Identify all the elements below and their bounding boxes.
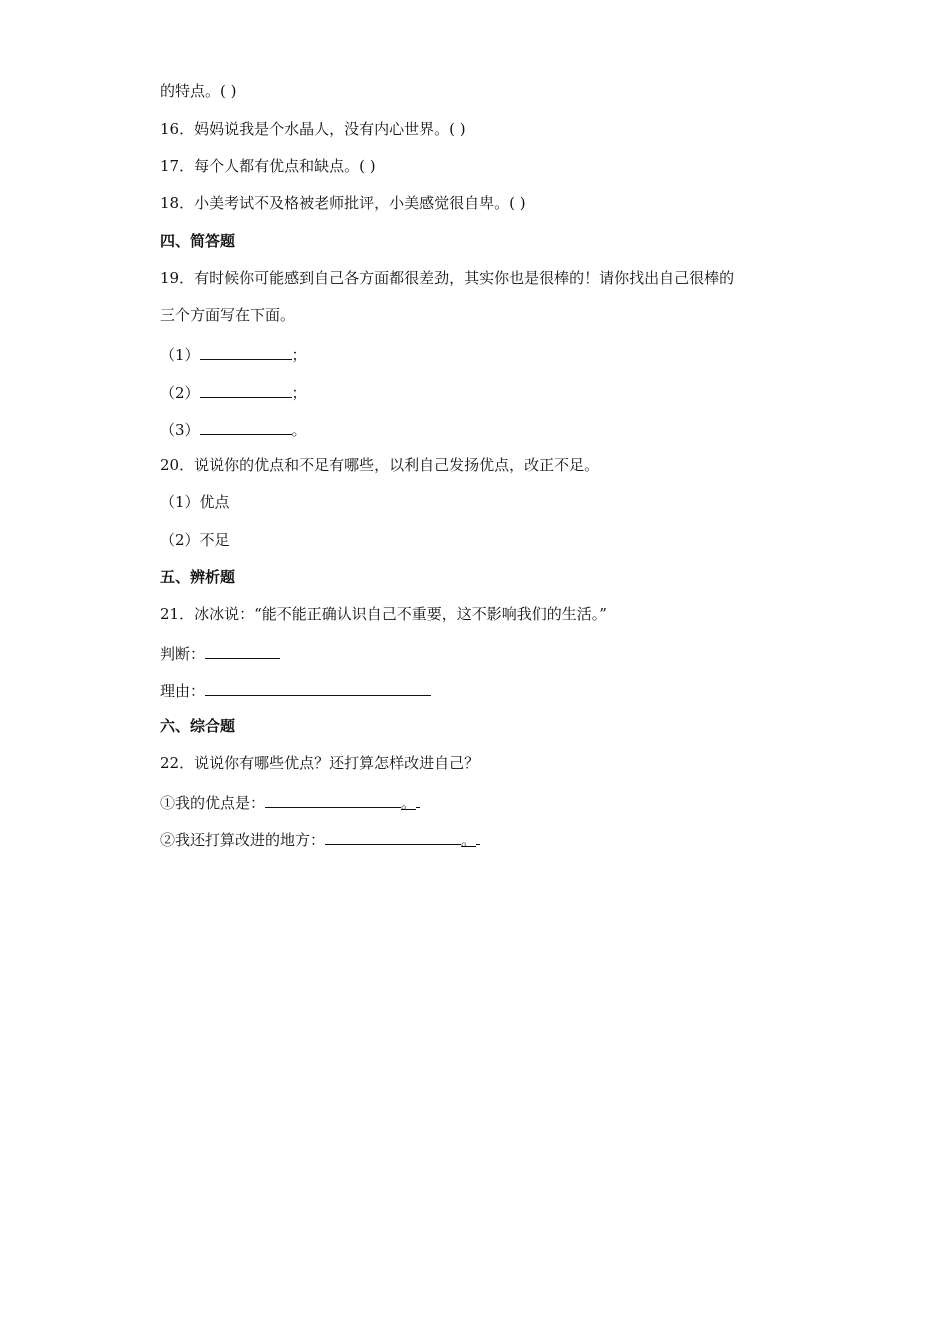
q19-answer-1-blank[interactable] [200,343,292,360]
q22-improvements-label: ②我还打算改进的地方： [160,831,326,849]
q19-answer-3-blank[interactable] [200,418,292,435]
q22-improvements [160,828,480,850]
q19-answer-2-blank[interactable] [200,381,292,398]
question-20: 20．说说你的优点和不足有哪些，以利自己发扬优点，改正不足。 [160,456,600,474]
q21-reason-blank[interactable] [205,679,431,696]
question-22: 22．说说你有哪些优点？还打算怎样改进自己？ [160,754,480,772]
q20-weaknesses: （2）不足 [160,531,230,549]
q19-answer-1-label: （1） [160,346,200,364]
question-19-line2: 三个方面写在下面。 [160,306,296,324]
q21-reason-label: 理由： [160,682,206,700]
q19-answer-3-end: 。 [291,421,307,439]
q22-strengths-period: 。 [401,794,417,812]
q15-tail: 的特点。( ) [160,82,237,100]
q22-improvements-blank[interactable] [325,828,461,845]
q22-strengths-label: ①我的优点是： [160,794,266,812]
q19-answer-3-label: （3） [160,421,200,439]
q19-answer-2-label: （2） [160,384,200,402]
q19-answer-2-end: ； [291,384,307,402]
question-19-line1: 19．有时候你可能感到自己各方面都很差劲，其实你也是很棒的！请你找出自己很棒的 [160,269,735,287]
question-21: 21．冰冰说：“能不能正确认识自己不重要，这不影响我们的生活。” [160,605,607,623]
q21-judgement-blank[interactable] [205,642,280,659]
q22-strengths-tail [416,791,420,808]
question-18: 18．小美考试不及格被老师批评，小美感觉很自卑。( ) [160,194,526,212]
q22-strengths [160,791,420,813]
q22-improvements-tail [476,828,480,845]
q22-strengths-blank[interactable] [265,791,401,808]
section-heading-6: 六、综合题 [160,717,236,735]
section-heading-5: 五、辨析题 [160,568,236,586]
question-17: 17．每个人都有优点和缺点。( ) [160,157,376,175]
q21-judgement [160,642,280,664]
section-heading-4: 四、简答题 [160,232,236,250]
q19-answer-2 [160,381,307,403]
q21-reason [160,679,431,701]
q19-answer-1-end: ； [291,346,307,364]
question-16: 16．妈妈说我是个水晶人，没有内心世界。( ) [160,120,466,138]
q20-strengths: （1）优点 [160,493,230,511]
q19-answer-3 [160,418,307,440]
q19-answer-1 [160,343,307,365]
q22-improvements-period: 。 [461,831,477,849]
q21-judgement-label: 判断： [160,645,206,663]
